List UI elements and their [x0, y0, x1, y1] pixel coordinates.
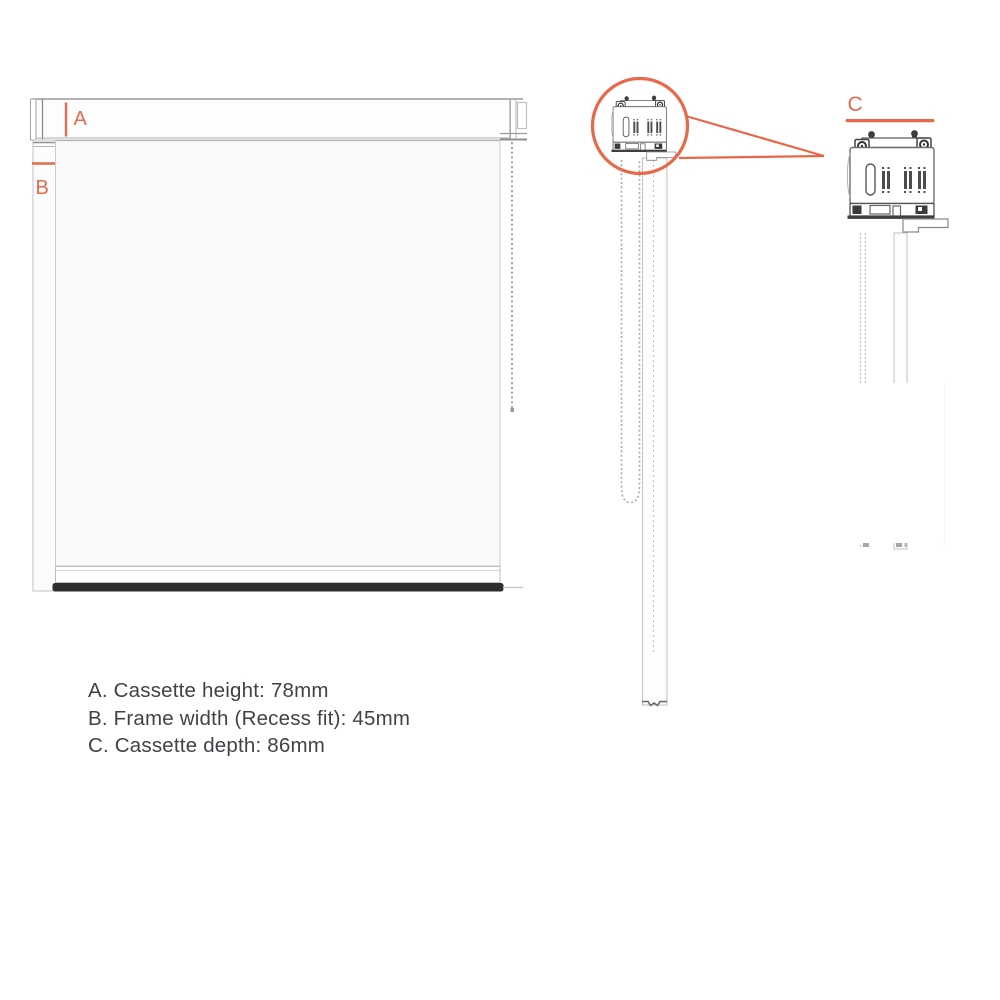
- dimension-legend: [88, 677, 410, 760]
- crop-overlay: [708, 383, 944, 543]
- legend-item-c: C. Cassette depth: 86mm: [88, 734, 326, 758]
- legend-item-b: B. Frame width (Recess fit): 45mm: [88, 706, 411, 730]
- cassette-profile-small: [611, 96, 675, 161]
- left-bracket: [31, 99, 37, 140]
- chain-tip: [511, 408, 515, 412]
- dimension-label-c: C: [847, 93, 863, 116]
- cassette-profile-large: [847, 130, 948, 232]
- front-view-drawing: [31, 99, 528, 592]
- dimension-label-a: A: [73, 108, 87, 130]
- blind-side-profile: [643, 158, 668, 705]
- dimension-c-line: [846, 119, 935, 122]
- cassette-headrail: [36, 99, 511, 138]
- callout-line-lower: [679, 156, 824, 158]
- legend-item-a: A. Cassette height: 78mm: [88, 679, 329, 702]
- side-frame-strip: [33, 140, 56, 591]
- callout-line-upper: [688, 117, 825, 157]
- blind-fabric-panel: [56, 140, 501, 566]
- detail-view-drawing: [708, 93, 948, 549]
- bottom-rail: [56, 567, 501, 583]
- right-bracket: [518, 103, 527, 129]
- chain-loop: [622, 160, 640, 503]
- dimension-label-b: B: [35, 177, 49, 199]
- bottom-bar-weight: [53, 583, 504, 592]
